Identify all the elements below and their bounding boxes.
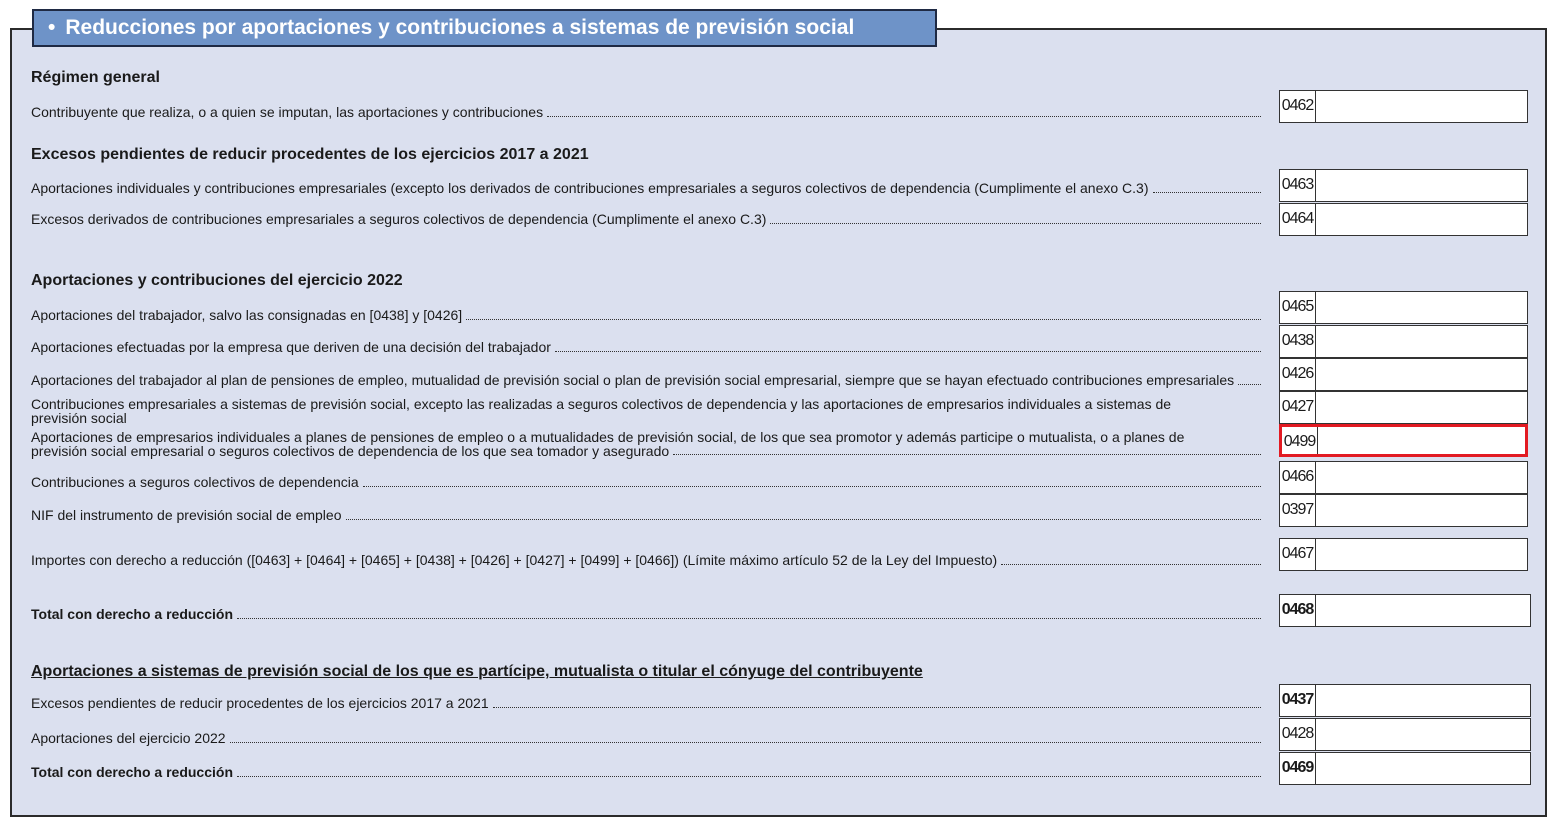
row-0437: [31, 695, 1263, 711]
dot-leader: [1001, 563, 1261, 565]
row-0466: [31, 474, 1263, 490]
row-0463: [31, 180, 1263, 196]
row-label: Excesos derivados de contribuciones empresariales a seguros colectivos de dependencia (Cumplimente el anexo C.3): [31, 211, 767, 227]
row-0438: [31, 339, 1263, 355]
field-code: 0465: [1280, 292, 1316, 323]
row-label-line1: Contribuciones empresariales a sistemas de previsión social, excepto las realizadas a seguros colectivos de dependencia y las aportaciones de empresarios individuales a sistemas de: [31, 396, 1172, 412]
row-0464: [31, 211, 1263, 227]
dot-leader: [1238, 383, 1261, 385]
row-label: Aportaciones individuales y contribuciones empresariales (excepto los derivados de contribuciones empresariales a seguros colectivos de dependencia (Cumplimente el anexo C.3): [31, 180, 1149, 196]
field-value[interactable]: [1316, 495, 1527, 526]
field-value[interactable]: [1316, 292, 1527, 323]
row-label: Contribuciones a seguros colectivos de dependencia: [31, 474, 359, 490]
field-code: 0499: [1282, 427, 1318, 454]
heading-regimen-general: Régimen general: [31, 69, 160, 86]
dot-leader: [493, 706, 1261, 708]
field-0428[interactable]: [1279, 718, 1531, 751]
field-0467[interactable]: [1279, 538, 1528, 571]
field-code: 0427: [1280, 392, 1316, 423]
dot-leader: [547, 115, 1261, 117]
field-0464[interactable]: [1279, 203, 1528, 236]
dot-leader: [770, 222, 1261, 224]
field-0438[interactable]: [1279, 325, 1528, 358]
row-label: Total con derecho a reducción: [31, 606, 234, 622]
row-0465: [31, 307, 1263, 323]
row-0499: [31, 430, 1263, 458]
field-value[interactable]: [1316, 392, 1527, 423]
row-0397: [31, 507, 1263, 523]
row-label: Total con derecho a reducción: [31, 764, 234, 780]
row-0426: [31, 372, 1263, 388]
row-label-line1: Aportaciones de empresarios individuales a planes de pensiones de empleo o a mutualidades de previsión social, de los que sea promotor y además participe o mutualista, o a planes de: [31, 429, 1185, 445]
dot-leader: [466, 318, 1261, 320]
field-value[interactable]: [1316, 753, 1530, 784]
row-0468: [31, 606, 1263, 622]
field-code: 0468: [1280, 595, 1316, 626]
field-0465[interactable]: [1279, 291, 1528, 324]
field-code: 0428: [1280, 719, 1316, 750]
section-title-text: Reducciones por aportaciones y contribuciones a sistemas de previsión social: [65, 16, 855, 39]
row-label: Contribuyente que realiza, o a quien se imputan, las aportaciones y contribuciones: [31, 104, 544, 120]
field-value[interactable]: [1316, 595, 1530, 626]
dot-leader: [230, 741, 1261, 743]
field-code: 0464: [1280, 204, 1316, 235]
heading-excesos: Excesos pendientes de reducir procedentes de los ejercicios 2017 a 2021: [31, 146, 589, 163]
field-code: 0462: [1280, 91, 1316, 122]
dot-leader: [673, 453, 1261, 455]
row-0427: [31, 397, 1263, 425]
field-0499-highlighted[interactable]: [1279, 424, 1528, 457]
field-code: 0426: [1280, 359, 1316, 390]
field-code: 0466: [1280, 462, 1316, 493]
field-value[interactable]: [1316, 359, 1527, 390]
bullet-icon: •: [48, 16, 56, 39]
dot-leader: [237, 775, 1261, 777]
dot-leader: [237, 617, 1261, 619]
field-0466[interactable]: [1279, 461, 1528, 494]
field-code: 0438: [1280, 326, 1316, 357]
section-title: [32, 9, 937, 47]
field-value[interactable]: [1316, 326, 1527, 357]
row-label: Aportaciones del trabajador, salvo las consignadas en [0438] y [0426]: [31, 307, 463, 323]
field-0427[interactable]: [1279, 391, 1528, 424]
field-0397[interactable]: [1279, 494, 1528, 527]
row-label: Aportaciones del trabajador al plan de pensiones de empleo, mutualidad de previsión social o plan de previsión social empresarial, siempre que se hayan efectuado contribuciones empresariales: [31, 372, 1235, 388]
field-value[interactable]: [1316, 204, 1527, 235]
field-value[interactable]: [1316, 91, 1527, 122]
field-code: 0463: [1280, 170, 1316, 201]
dot-leader: [1153, 191, 1262, 193]
dot-leader: [346, 518, 1262, 520]
row-label: Aportaciones del ejercicio 2022: [31, 730, 226, 746]
row-0462: [31, 104, 1263, 120]
field-value[interactable]: [1316, 685, 1530, 716]
field-code: 0437: [1280, 685, 1316, 716]
row-label: Excesos pendientes de reducir procedentes de los ejercicios 2017 a 2021: [31, 695, 489, 711]
dot-leader: [363, 485, 1261, 487]
dot-leader: [555, 350, 1261, 352]
row-label: Aportaciones efectuadas por la empresa que deriven de una decisión del trabajador: [31, 339, 551, 355]
field-0468[interactable]: [1279, 594, 1531, 627]
field-code: 0469: [1280, 753, 1316, 784]
row-0469: [31, 764, 1263, 780]
row-label: Importes con derecho a reducción ([0463] + [0464] + [0465] + [0438] + [0426] + [0427] + [0499] + [0466]) (Límite máximo artículo 52 de la Ley del Impuesto): [31, 552, 998, 568]
field-value[interactable]: [1318, 427, 1525, 454]
field-code: 0397: [1280, 495, 1316, 526]
row-label-line2: previsión social: [31, 410, 127, 426]
row-0428: [31, 730, 1263, 746]
field-value[interactable]: [1316, 719, 1530, 750]
row-0467: [31, 552, 1263, 568]
field-0426[interactable]: [1279, 358, 1528, 391]
row-label: NIF del instrumento de previsión social de empleo: [31, 507, 342, 523]
field-0437[interactable]: [1279, 684, 1531, 717]
heading-ejercicio: Aportaciones y contribuciones del ejercicio 2022: [31, 272, 403, 289]
field-0462[interactable]: [1279, 90, 1528, 123]
field-0463[interactable]: [1279, 169, 1528, 202]
field-code: 0467: [1280, 539, 1316, 570]
field-0469[interactable]: [1279, 752, 1531, 785]
field-value[interactable]: [1316, 462, 1527, 493]
heading-conyuge: Aportaciones a sistemas de previsión social de los que es partícipe, mutualista o titular el cónyuge del contribuyente: [31, 663, 923, 680]
field-value[interactable]: [1316, 170, 1527, 201]
field-value[interactable]: [1316, 539, 1527, 570]
row-label-line2: previsión social empresarial o seguros colectivos de dependencia de los que sea tomador y asegurado: [31, 443, 670, 459]
